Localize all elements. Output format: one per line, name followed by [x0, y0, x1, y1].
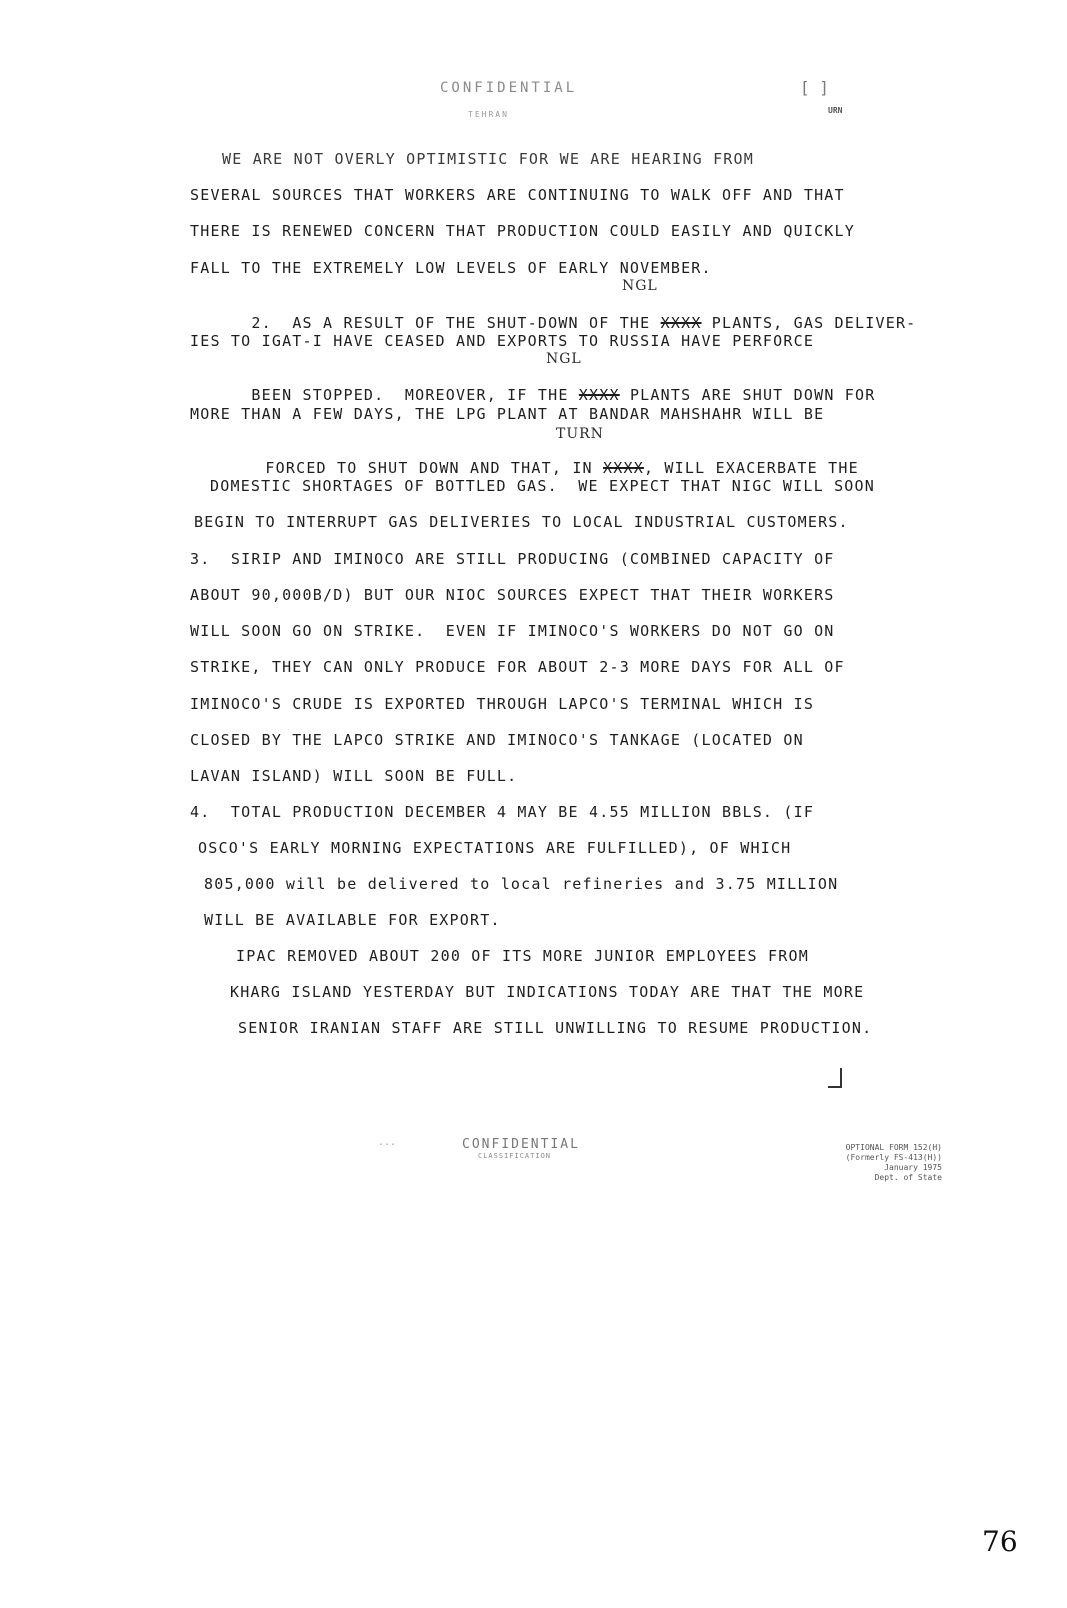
footer-classification-sub: CLASSIFICATION — [478, 1152, 552, 1160]
body-line-part: BEEN STOPPED. MOREOVER, IF THE — [251, 386, 579, 404]
body-line-part: PLANTS ARE SHUT DOWN FOR — [619, 386, 876, 404]
body-line: ABOUT 90,000B/D) BUT OUR NIOC SOURCES EXPECT THAT THEIR WORKERS — [190, 586, 835, 604]
body-line: WILL BE AVAILABLE FOR EXPORT. — [204, 911, 501, 929]
form-line: (Formerly FS-413(H)) — [845, 1153, 942, 1162]
body-line: SEVERAL SOURCES THAT WORKERS ARE CONTINUING TO WALK OFF AND THAT — [190, 186, 845, 204]
body-line-part: , WILL EXACERBATE THE — [643, 459, 859, 477]
body-line: MORE THAN A FEW DAYS, THE LPG PLANT AT BANDAR MAHSHAHR WILL BE — [190, 405, 825, 423]
body-line: OSCO'S EARLY MORNING EXPECTATIONS ARE FULFILLED), OF WHICH — [198, 839, 792, 857]
form-line: OPTIONAL FORM 152(H) — [845, 1143, 942, 1152]
body-line: CLOSED BY THE LAPCO STRIKE AND IMINOCO'S TANKAGE (LOCATED ON — [190, 731, 804, 749]
body-line: 4. TOTAL PRODUCTION DECEMBER 4 MAY BE 4.55 MILLION BBLS. (IF — [190, 803, 815, 821]
body-line-part: PLANTS, GAS DELIVER- — [701, 314, 917, 332]
body-line: 3. SIRIP AND IMINOCO ARE STILL PRODUCING (COMBINED CAPACITY OF — [190, 550, 835, 568]
page-number: 76 — [982, 1525, 1018, 1558]
body-line: IES TO IGAT-I HAVE CEASED AND EXPORTS TO RUSSIA HAVE PERFORCE — [190, 332, 815, 350]
footer-classification: CONFIDENTIAL — [462, 1137, 580, 1152]
handwritten-insert: TURN — [556, 426, 604, 442]
body-line: SENIOR IRANIAN STAFF ARE STILL UNWILLING TO RESUME PRODUCTION. — [238, 1019, 873, 1037]
routing-sub: URN — [828, 106, 843, 115]
body-line: DOMESTIC SHORTAGES OF BOTTLED GAS. WE EXPECT THAT NIGC WILL SOON — [210, 477, 875, 495]
header-classification: CONFIDENTIAL — [440, 80, 578, 96]
body-line: IPAC REMOVED ABOUT 200 OF ITS MORE JUNIOR EMPLOYEES FROM — [236, 947, 809, 965]
end-bracket-mark — [828, 1068, 842, 1088]
body-line: BEGIN TO INTERRUPT GAS DELIVERIES TO LOCAL INDUSTRIAL CUSTOMERS. — [194, 513, 849, 531]
body-line: STRIKE, THEY CAN ONLY PRODUCE FOR ABOUT 2-3 MORE DAYS FOR ALL OF — [190, 658, 845, 676]
body-line: THERE IS RENEWED CONCERN THAT PRODUCTION COULD EASILY AND QUICKLY — [190, 222, 855, 240]
body-line: 805,000 will be delivered to local refineries and 3.75 MILLION — [204, 875, 839, 893]
body-line-part: FORCED TO SHUT DOWN AND THAT, IN — [265, 459, 604, 477]
body-line: FALL TO THE EXTREMELY LOW LEVELS OF EARLY NOVEMBER. — [190, 259, 712, 277]
header-classification-sub: TEHRAN — [468, 110, 509, 119]
form-number-block — [792, 1143, 942, 1183]
routing-mark: [ ] — [800, 78, 829, 97]
struck-word: XXXX — [603, 459, 644, 477]
body-line: LAVAN ISLAND) WILL SOON BE FULL. — [190, 767, 518, 785]
form-line: Dept. of State — [874, 1173, 942, 1182]
handwritten-insert: NGL — [622, 278, 658, 294]
body-line: IMINOCO'S CRUDE IS EXPORTED THROUGH LAPCO'S TERMINAL WHICH IS — [190, 695, 815, 713]
body-line: WE ARE NOT OVERLY OPTIMISTIC FOR WE ARE HEARING FROM — [222, 150, 754, 168]
body-line: KHARG ISLAND YESTERDAY BUT INDICATIONS TODAY ARE THAT THE MORE — [230, 983, 865, 1001]
body-line-part: 2. AS A RESULT OF THE SHUT-DOWN OF THE — [251, 314, 661, 332]
struck-word: XXXX — [578, 386, 620, 404]
handwritten-insert: NGL — [546, 351, 582, 367]
struck-word: XXXX — [660, 314, 702, 332]
body-line: WILL SOON GO ON STRIKE. EVEN IF IMINOCO'S WORKERS DO NOT GO ON — [190, 622, 835, 640]
footer-dots: ... — [378, 1137, 397, 1148]
form-line: January 1975 — [884, 1163, 942, 1172]
